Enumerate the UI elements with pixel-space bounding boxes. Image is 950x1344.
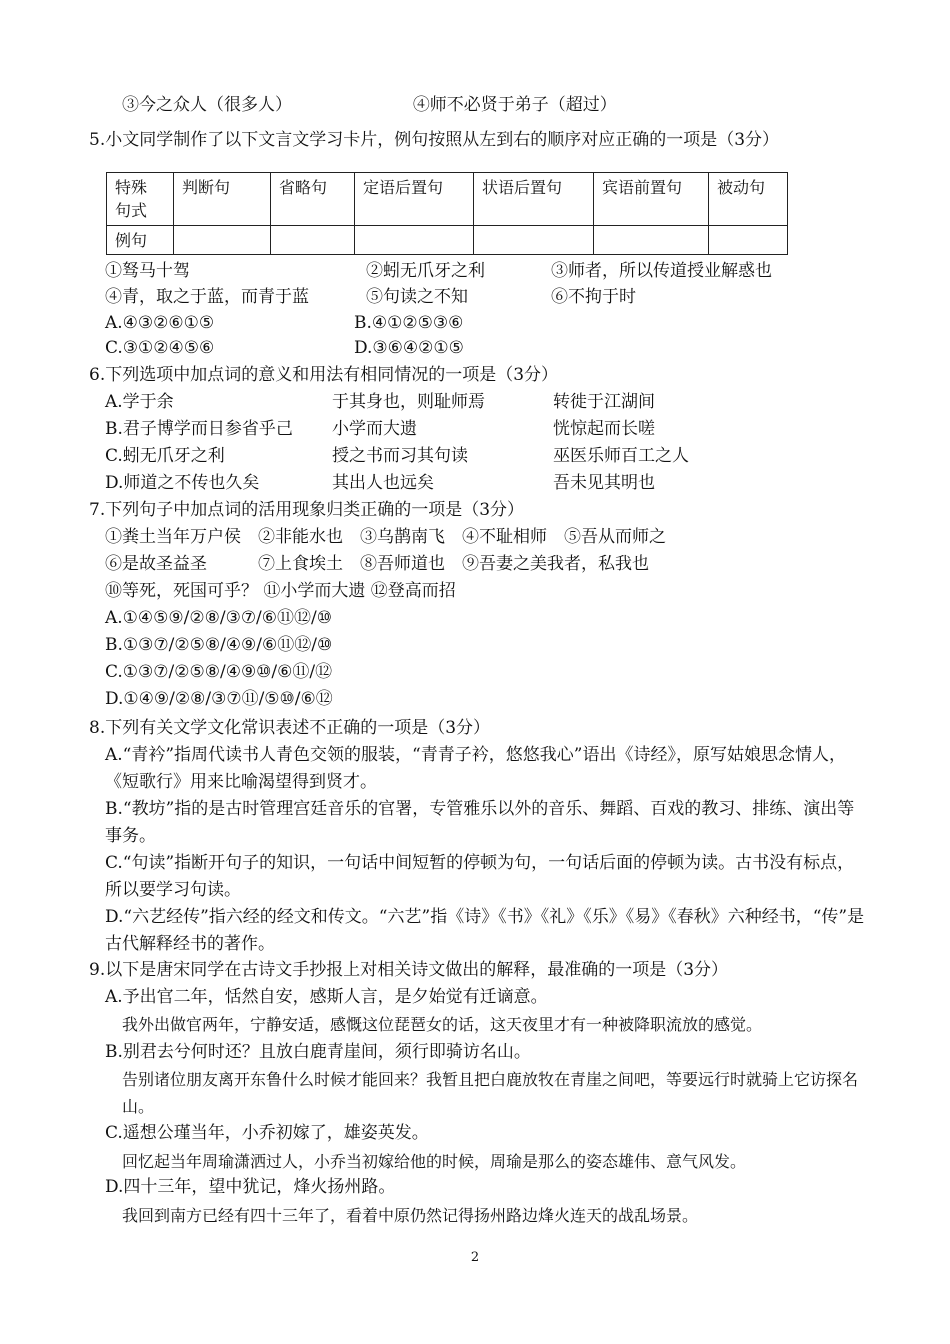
q4-item-3: ③今之众人（很多人） [122, 95, 292, 115]
q9-stem: 9.以下是唐宋同学在古诗文手抄报上对相关诗文做出的解释，最准确的一项是（3分） [89, 960, 729, 980]
table-cell: 省略句 [271, 173, 355, 226]
table-cell [474, 226, 594, 255]
q5-option-b: B.④①②⑤③⑥ [354, 313, 464, 333]
q6-d-3: 吾未见其明也 [553, 473, 655, 493]
q6-c-1: C.蚓无爪牙之利 [105, 446, 225, 466]
q5-option-a: A.④③②⑥①⑤ [105, 313, 215, 333]
q9-option-b-source: B.别君去兮何时还？且放白鹿青崖间，须行即骑访名山。 [105, 1042, 531, 1062]
q7-option-b: B.①③⑦/②⑤⑧/④⑨/⑥⑪⑫/⑩ [105, 635, 333, 655]
q4-item-4: ④师不必贤于弟子（超过） [412, 95, 617, 115]
q8-stem: 8.下列有关文学文化常识表述不正确的一项是（3分） [89, 718, 491, 738]
table-cell: 例句 [107, 226, 174, 255]
q9-option-a-source: A.予出官二年，恬然自安，感斯人言，是夕始觉有迁谪意。 [105, 987, 548, 1007]
q8-option-d: D.“六艺经传”指六经的经文和传文。“六艺”指《诗》《书》《礼》《乐》《易》《春秋》六种经书，“传”是古代解释经书的著作。 [105, 907, 865, 954]
table-cell: 特殊 句式 [107, 173, 174, 226]
table-row [107, 173, 788, 226]
q9-option-c-source: C.遥想公瑾当年，小乔初嫁了，雄姿英发。 [105, 1123, 429, 1143]
q5-item-4: ④青，取之于蓝，而青于蓝 [105, 287, 309, 307]
q7-line-3: ⑩等死，死国可乎？ ⑪小学而大遗 ⑫登高而招 [105, 581, 456, 601]
table-cell: 判断句 [174, 173, 271, 226]
q7-option-c: C.①③⑦/②⑤⑧/④⑨⑩/⑥⑪/⑫ [105, 662, 333, 682]
q5-option-d: D.③⑥④②①⑤ [354, 338, 464, 358]
q6-c-2: 授之书而习其句读 [332, 446, 468, 466]
q7-line-2: ⑥是故圣益圣 ⑦上食埃土 ⑧吾师道也 ⑨吾妻之美我者，私我也 [105, 554, 649, 574]
q6-a-3: 转徙于江湖间 [553, 392, 655, 412]
table-cell: 状语后置句 [474, 173, 594, 226]
q6-d-2: 其出人也远矣 [332, 473, 434, 493]
table-cell [709, 226, 788, 255]
table-cell [174, 226, 271, 255]
q8-option-a: A.“青衿”指周代读书人青色交领的服装，“青青子衿，悠悠我心”语出《诗经》，原写姑娘思念情人，《短歌行》用来比喻渴望得到贤才。 [105, 745, 846, 792]
q8-option-b: B.“教坊”指的是古时管理宫廷音乐的官署，专管雅乐以外的音乐、舞蹈、百戏的教习、排练、演出等事务。 [105, 799, 855, 846]
q7-option-a: A.①④⑤⑨/②⑧/③⑦/⑥⑪⑫/⑩ [105, 608, 332, 628]
q5-stem: 5.小文同学制作了以下文言文学习卡片，例句按照从左到右的顺序对应正确的一项是（3分） [89, 130, 780, 150]
q4-item-line [122, 93, 617, 117]
q7-stem: 7.下列句子中加点词的活用现象归类正确的一项是（3分） [89, 500, 525, 520]
q9-option-d-note: 我回到南方已经有四十三年了，看着中原仍然记得扬州路边烽火连天的战乱场景。 [122, 1206, 699, 1225]
q5-item-3: ③师者，所以传道授业解惑也 [551, 261, 772, 281]
q9-option-c-note: 回忆起当年周瑜潇洒过人，小乔当初嫁给他的时候，周瑜是那么的姿态雄伟、意气风发。 [122, 1152, 747, 1171]
table-cell [271, 226, 355, 255]
q6-c-3: 巫医乐师百工之人 [553, 446, 689, 466]
q8-option-c: C.“句读”指断开句子的知识，一句话中间短暂的停顿为句，一句话后面的停顿为读。古书没有标点，所以要学习句读。 [105, 853, 855, 900]
table-cell: 被动句 [709, 173, 788, 226]
q7-line-1: ①粪土当年万户侯 ②非能水也 ③乌鹊南飞 ④不耻相师 ⑤吾从而师之 [105, 527, 666, 547]
q7-option-d: D.①④⑨/②⑧/③⑦⑪/⑤⑩/⑥⑫ [105, 689, 333, 709]
table-cell [594, 226, 709, 255]
q6-a-2: 于其身也，则耻师焉 [332, 392, 485, 412]
page-number: 2 [470, 1250, 480, 1265]
q6-d-1: D.师道之不传也久矣 [105, 473, 260, 493]
q6-b-3: 恍惊起而长嗟 [553, 419, 655, 439]
q5-item-6: ⑥不拘于时 [551, 287, 636, 307]
q9-option-b-note: 告别诸位朋友离开东鲁什么时候才能回来？我暂且把白鹿放牧在青崖之间吧，等要远行时就骑上它访探名山。 [122, 1070, 859, 1116]
table-cell [355, 226, 474, 255]
table-cell: 定语后置句 [355, 173, 474, 226]
q6-a-1: A.学于余 [105, 392, 174, 412]
q6-b-2: 小学而大遗 [332, 419, 417, 439]
q5-card-table [106, 172, 788, 255]
q5-option-c: C.③①②④⑤⑥ [105, 338, 215, 358]
q5-item-2: ②蚓无爪牙之利 [366, 261, 485, 281]
q9-option-d-source: D.四十三年，望中犹记，烽火扬州路。 [105, 1177, 396, 1197]
table-row [107, 226, 788, 255]
q5-item-1: ①驽马十驾 [105, 261, 190, 281]
table-cell: 宾语前置句 [594, 173, 709, 226]
q6-b-1: B.君子博学而日参省乎己 [105, 419, 293, 439]
q5-item-5: ⑤句读之不知 [366, 287, 468, 307]
q9-option-a-note: 我外出做官两年，宁静安适，感慨这位琵琶女的话，这天夜里才有一种被降职流放的感觉。 [122, 1015, 763, 1034]
q6-stem: 6.下列选项中加点词的意义和用法有相同情况的一项是（3分） [89, 365, 559, 385]
